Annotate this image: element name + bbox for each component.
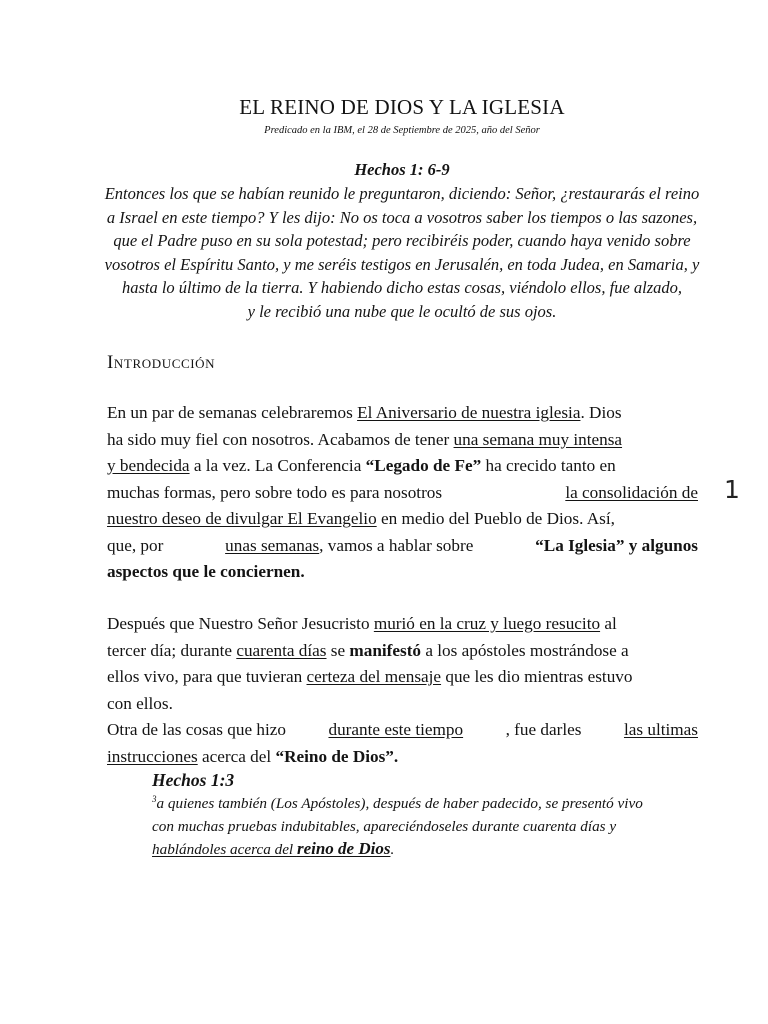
underlined-text: unas semanas — [225, 535, 320, 555]
quote-reference: Hechos 1:3 — [152, 770, 235, 790]
underlined-text: las ultimas — [623, 720, 698, 739]
text-run: hablándoles acerca del — [152, 841, 297, 858]
underlined-text: El Aniversario de nuestra iglesia — [357, 403, 581, 422]
text-run: acerca del — [197, 746, 276, 766]
underlined-text: una semana muy intensa — [453, 429, 623, 449]
section-heading: Introducción — [107, 352, 216, 373]
paragraph-line — [107, 611, 698, 638]
text-run: , fue darles — [505, 720, 582, 739]
quote-line — [152, 793, 698, 816]
text-run: ha sido muy fiel con nosotros. Acabamos de tener — [107, 429, 454, 449]
paragraph-line — [107, 506, 698, 533]
bold-text: “Reino de Dios”. — [275, 746, 399, 766]
paragraph-line — [107, 638, 698, 665]
quote-line — [152, 838, 698, 862]
intro-paragraph — [107, 400, 698, 586]
scripture-reference: Hechos 1: 6-9 — [354, 160, 450, 179]
underlined-text: murió en la cruz y luego resucito — [373, 614, 601, 633]
underlined-text: durante este tiempo — [328, 720, 464, 739]
text-run: muchas formas, pero sobre todo es para nosotros — [107, 482, 443, 502]
text-run: Después que Nuestro Señor Jesucristo — [107, 614, 374, 633]
page-number: 1 — [724, 475, 740, 504]
paragraph-line — [107, 744, 698, 771]
paragraph-line: aspectos que le conciernen. — [107, 562, 305, 581]
text-run: Otra de las cosas que hizo — [107, 720, 286, 739]
paragraph-line — [107, 480, 698, 507]
document-title: EL REINO DE DIOS Y LA IGLESIA — [239, 95, 565, 119]
underlined-text: cuarenta días — [236, 640, 327, 660]
text-run: a quienes también (Los Apóstoles), después de haber padecido, se presentó vivo — [156, 795, 643, 812]
text-run: . — [390, 841, 395, 858]
body-paragraph — [107, 611, 698, 770]
text-run: en medio del Pueblo de Dios. Así, — [376, 509, 615, 528]
paragraph-line — [107, 664, 698, 691]
underlined-text — [152, 841, 390, 858]
underlined-text: nuestro deseo de divulgar El Evangelio — [107, 509, 377, 528]
scripture-line: a Israel en este tiempo? Y les dijo: No os toca a vosotros saber los tiempos o las sazones, — [106, 207, 698, 227]
text-run: a los apóstoles mostrándose a — [421, 640, 629, 660]
bold-text: “La Iglesia” y algunos — [535, 535, 698, 555]
text-run: al — [600, 614, 617, 633]
scripture-passage — [100, 182, 704, 324]
text-run: que, por — [107, 535, 164, 555]
underlined-text: certeza del mensaje — [306, 667, 442, 686]
text-run: ha crecido tanto en — [481, 456, 616, 475]
scripture-line: hasta lo último de la tierra. Y habiendo dicho estas cosas, viéndolo ellos, fue alzado, — [121, 278, 683, 298]
bold-text: “Legado de Fe” — [365, 456, 482, 475]
document-subtitle: Predicado en la IBM, el 28 de Septiembre de 2025, año del Señor — [264, 125, 540, 136]
text-run: que les dio mientras estuvo — [441, 667, 633, 686]
scripture-line: que el Padre puso en su sola potestad; pero recibiréis poder, cuando haya venido sobre — [113, 231, 691, 251]
text-run: . Dios — [580, 403, 622, 422]
bold-text: manifestó — [349, 640, 422, 660]
text-run: se — [326, 640, 350, 660]
text-run: tercer día; durante — [107, 640, 237, 660]
scripture-line: vosotros el Espíritu Santo, y me seréis testigos en Jerusalén, en toda Judea, en Samaria, y — [104, 254, 700, 274]
quote-line: con muchas pruebas indubitables, apareciéndoseles durante cuarenta días y — [152, 817, 617, 835]
underlined-text: la consolidación de — [565, 482, 698, 502]
scripture-line: Entonces los que se habían reunido le preguntaron, diciendo: Señor, ¿restaurarás el reino — [104, 184, 700, 203]
paragraph-line — [107, 427, 698, 454]
quote-passage — [152, 793, 698, 862]
scripture-line: y le recibió una nube que le ocultó de sus ojos. — [247, 301, 557, 321]
verse-number: 3 — [152, 793, 157, 804]
paragraph-line — [107, 400, 698, 427]
text-run: a la vez. La Conferencia — [189, 456, 366, 475]
text-run: ellos vivo, para que tuvieran — [107, 667, 307, 686]
underlined-text: instrucciones — [107, 746, 198, 766]
paragraph-line — [107, 717, 698, 744]
bold-text: reino de Dios — [296, 839, 391, 858]
paragraph-line: con ellos. — [107, 693, 173, 713]
underlined-text: y bendecida — [107, 456, 190, 475]
paragraph-line — [107, 533, 698, 560]
paragraph-line — [107, 453, 698, 480]
text-run: , vamos a hablar sobre — [319, 535, 474, 555]
text-run: En un par de semanas celebraremos — [107, 403, 358, 422]
